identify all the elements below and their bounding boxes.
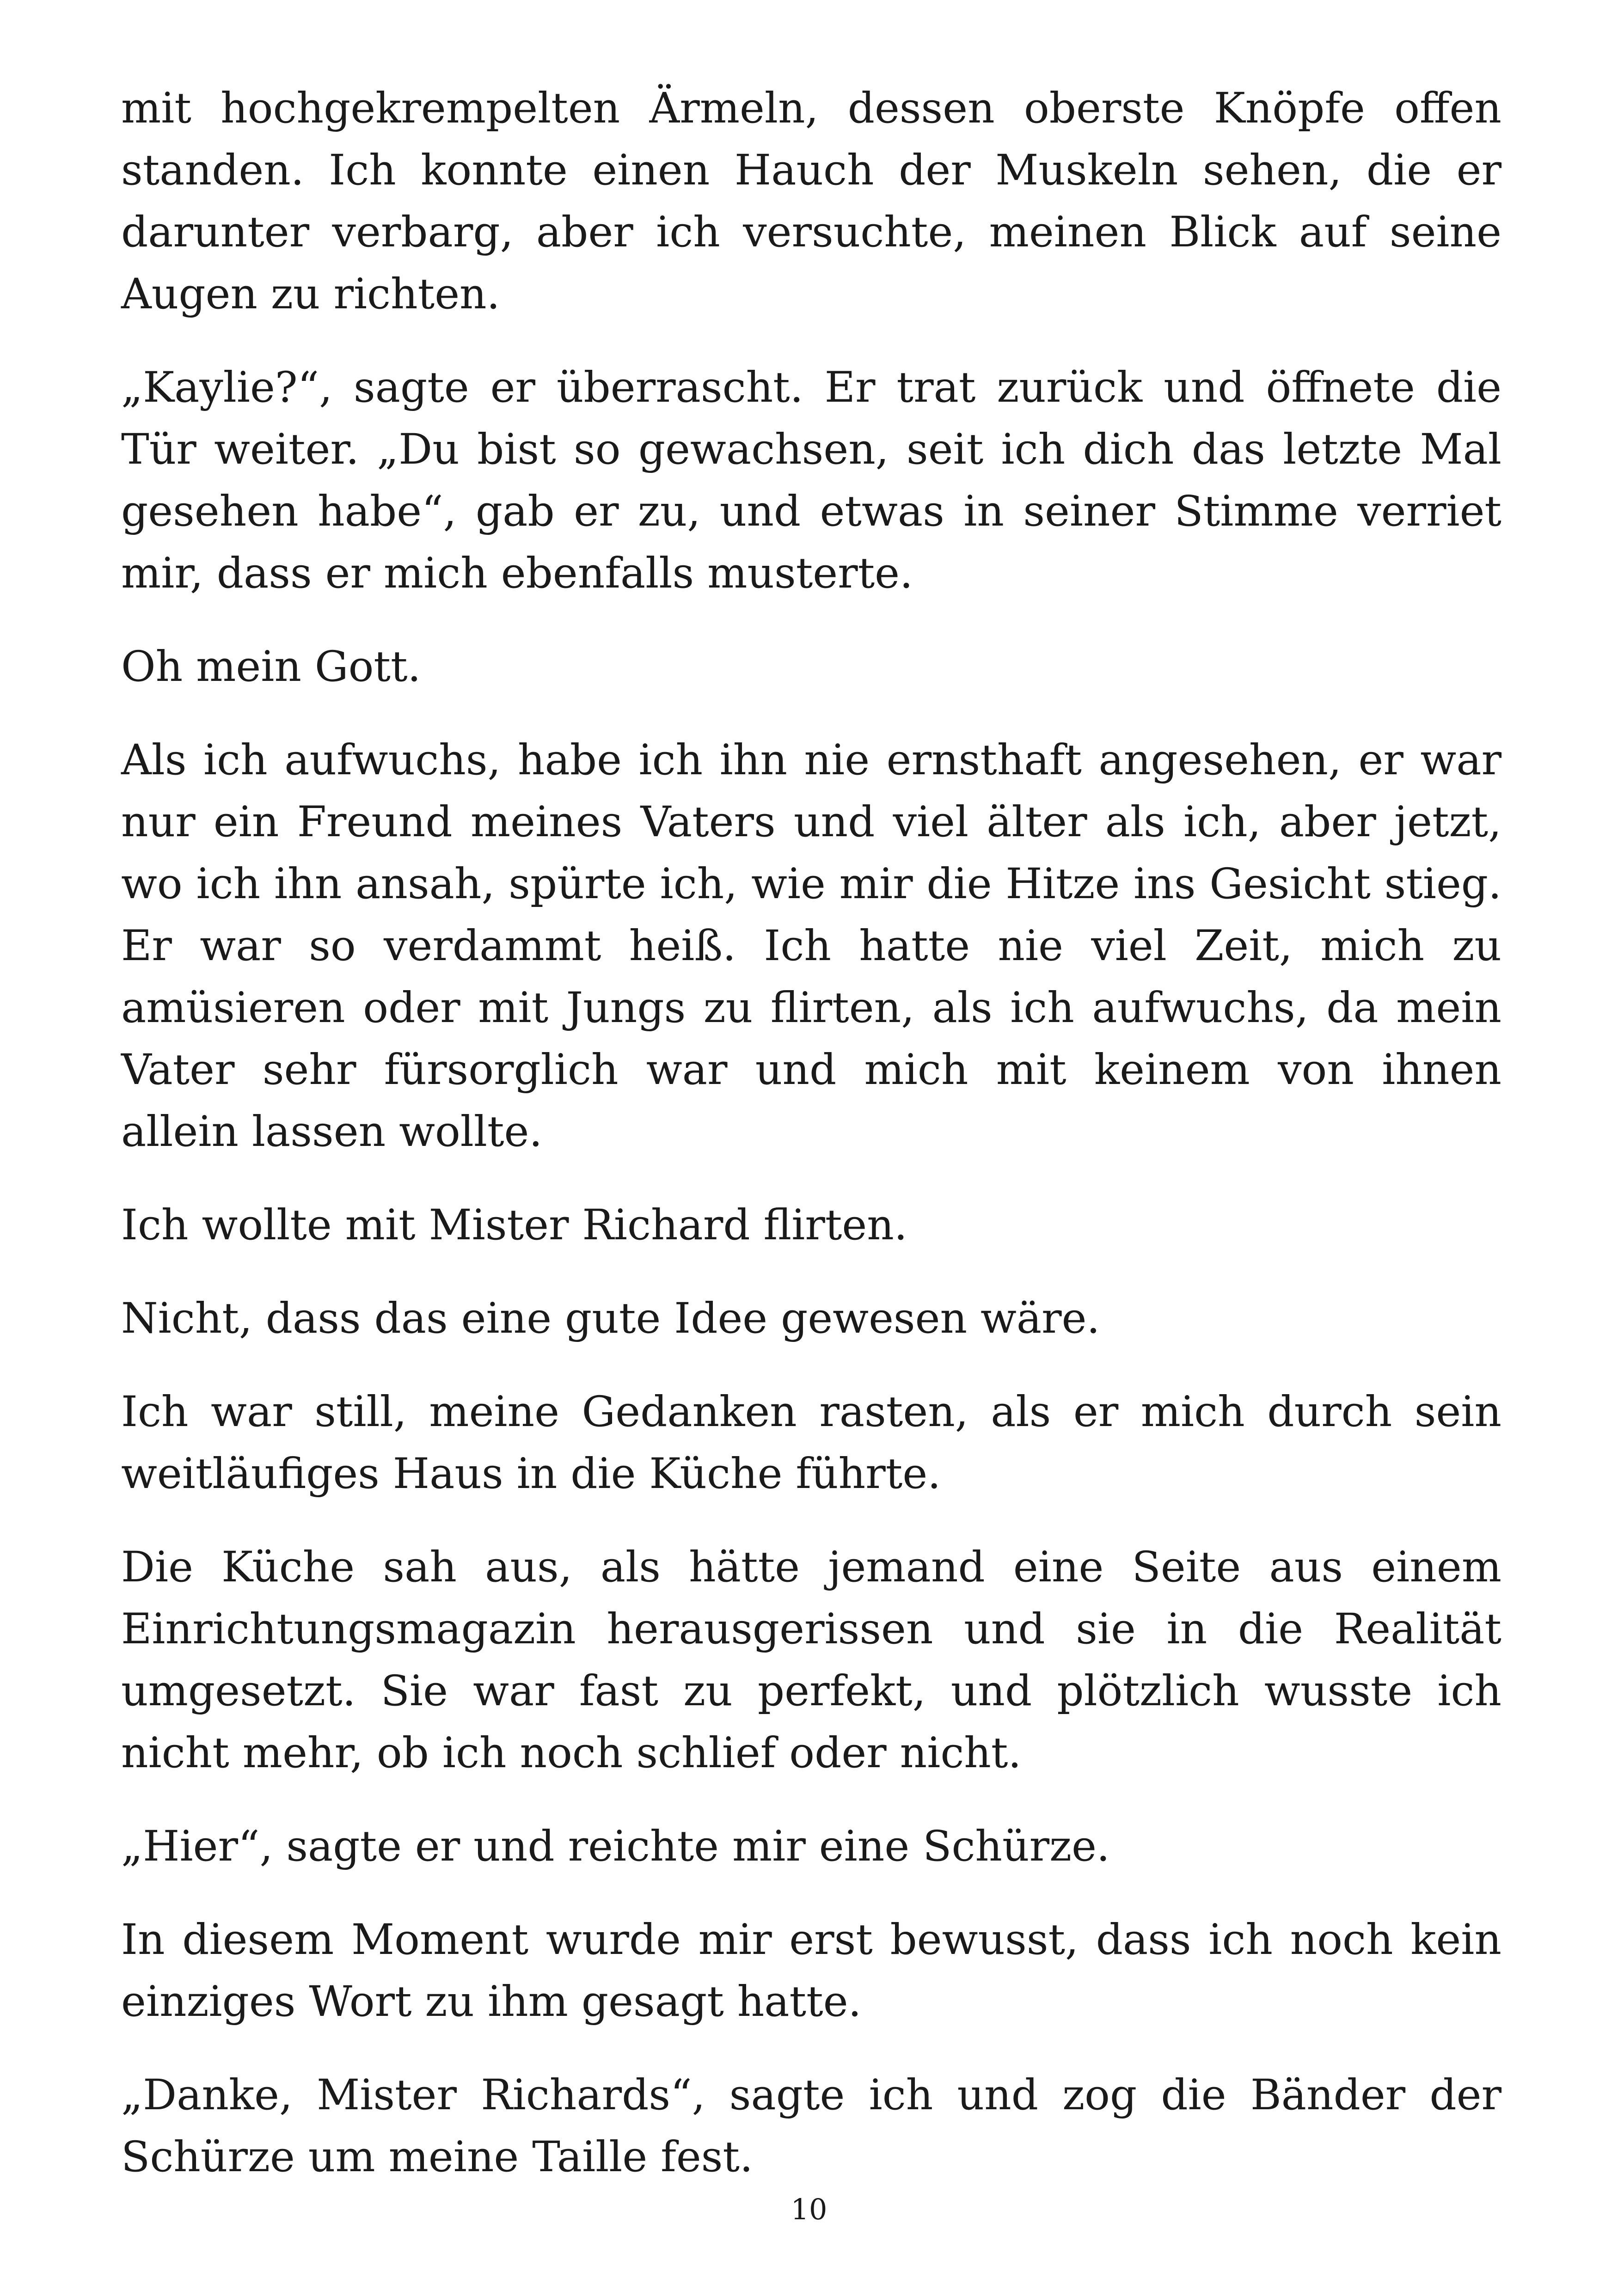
page-number: 10 <box>791 2192 827 2226</box>
paragraph: Nicht, dass das eine gute Idee gewesen wäre. <box>121 1294 1100 1343</box>
body-text <box>121 78 1502 2188</box>
paragraph: Die Küche sah aus, als hätte jemand eine Seite aus einem Einrichtungsmagazin herausgerissen und sie in die Realität umgesetzt. Sie war fast zu perfekt, und plötzlich wusste ich nicht mehr, ob ich noch schlief oder nicht. <box>121 1543 1502 1777</box>
paragraph: mit hochgekrempelten Ärmeln, dessen oberste Knöpfe offen standen. Ich konnte einen Hauch der Muskeln sehen, die er darunter verbarg, aber ich versuchte, meinen Blick auf seine Augen zu richten. <box>121 84 1502 318</box>
paragraph: Als ich aufwuchs, habe ich ihn nie ernsthaft angesehen, er war nur ein Freund meines Vaters und viel älter als ich, aber jetzt, wo ich ihn ansah, spürte ich, wie mir die Hitze ins Gesicht stieg. Er war so verdammt heiß. Ich hatte nie viel Zeit, mich zu amüsieren oder mit Jungs zu flirten, als ich aufwuchs, da mein Vater sehr fürsorglich war und mich mit keinem von ihnen allein lassen wollte. <box>121 736 1502 1156</box>
paragraph: Ich war still, meine Gedanken rasten, als er mich durch sein weitläufiges Haus in die Küche führte. <box>121 1388 1502 1498</box>
paragraph: In diesem Moment wurde mir erst bewusst, dass ich noch kein einziges Wort zu ihm gesagt hatte. <box>121 1916 1502 2026</box>
paragraph: Ich wollte mit Mister Richard flirten. <box>121 1201 907 1249</box>
paragraph: „Danke, Mister Richards“, sagte ich und zog die Bänder der Schürze um meine Taille fest. <box>121 2071 1502 2181</box>
paragraph: „Kaylie?“, sagte er überrascht. Er trat zurück und öffnete die Tür weiter. „Du bist so gewachsen, seit ich dich das letzte Mal gesehen habe“, gab er zu, und etwas in seiner Stimme verriet mir, dass er mich ebenfalls musterte. <box>121 363 1502 598</box>
paragraph: „Hier“, sagte er und reichte mir eine Schürze. <box>121 1822 1110 1871</box>
paragraph: Oh mein Gott. <box>121 643 421 691</box>
